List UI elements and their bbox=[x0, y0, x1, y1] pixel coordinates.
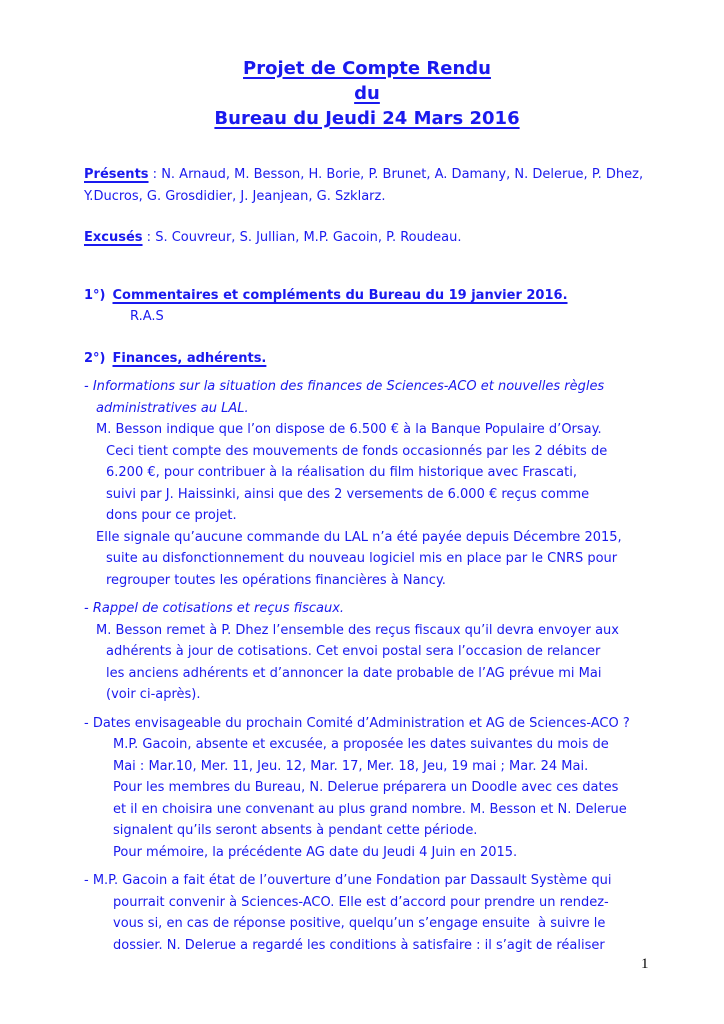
presents-line-1 bbox=[84, 164, 650, 186]
document-line: Elle signale qu’aucune commande du LAL n’a été payée depuis Décembre 2015, bbox=[96, 529, 622, 545]
document-line: regrouper toutes les opérations financières à Nancy. bbox=[106, 572, 446, 588]
section-1-title: Commentaires et compléments du Bureau du 19 janvier 2016. bbox=[112, 287, 568, 303]
excuses-paragraph bbox=[84, 227, 650, 249]
presents-separator: : bbox=[148, 167, 162, 182]
document-line: 6.200 €, pour contribuer à la réalisation du film historique avec Frascati, bbox=[106, 465, 577, 480]
document-line: - Dates envisageable du prochain Comité d’Administration et AG de Sciences-ACO ? bbox=[84, 715, 630, 731]
document-title bbox=[84, 56, 650, 131]
title-line-3 bbox=[84, 106, 650, 131]
document-line: M.P. Gacoin, absente et excusée, a proposée les dates suivantes du mois de bbox=[113, 737, 609, 752]
document-line: M. Besson indique que l’on dispose de 6.500 € à la Banque Populaire d’Orsay. bbox=[96, 422, 602, 437]
section-1-number: 1°) bbox=[84, 287, 106, 303]
section-1-note: R.A.S bbox=[130, 309, 164, 324]
paragraph bbox=[84, 870, 650, 956]
document-line: suivi par J. Haissinki, ainsi que des 2 versements de 6.000 € reçus comme bbox=[106, 486, 590, 502]
document-line: Ceci tient compte des mouvements de fonds occasionnés par les 2 débits de bbox=[106, 443, 608, 459]
title-line-1 bbox=[84, 56, 650, 81]
document-line: vous si, en cas de réponse positive, quelqu’un s’engage ensuite à suivre le bbox=[113, 916, 606, 931]
document-line: Pour mémoire, la précédente AG date du Jeudi 4 Juin en 2015. bbox=[113, 844, 518, 860]
presents-names-line-2: Y.Ducros, G. Grosdidier, J. Jeanjean, G. Szklarz. bbox=[84, 188, 386, 204]
document-line: dossier. N. Delerue a regardé les conditions à satisfaire : il s’agit de réaliser bbox=[113, 937, 605, 953]
title-line-2-text: du bbox=[354, 83, 380, 104]
section-1-heading bbox=[84, 285, 650, 307]
paragraph bbox=[84, 376, 650, 591]
document-line: (voir ci-après). bbox=[106, 687, 201, 702]
document-line: dons pour ce projet. bbox=[106, 508, 237, 523]
excuses-separator: : bbox=[142, 230, 156, 245]
section-2-number: 2°) bbox=[84, 350, 106, 366]
document-line: les anciens adhérents et d’annoncer la date probable de l’AG prévue mi Mai bbox=[106, 665, 602, 681]
excuses-names: S. Couvreur, S. Jullian, M.P. Gacoin, P. Roudeau. bbox=[155, 230, 462, 245]
document-line: signalent qu’ils seront absents à pendant cette période. bbox=[113, 823, 478, 838]
document-line: pourrait convenir à Sciences-ACO. Elle est d’accord pour prendre un rendez- bbox=[113, 894, 609, 910]
document-line: - Informations sur la situation des finances de Sciences-ACO et nouvelles règles bbox=[84, 379, 605, 394]
document-line: adhérents à jour de cotisations. Cet envoi postal sera l’occasion de relancer bbox=[106, 644, 601, 659]
title-line-2 bbox=[84, 81, 650, 106]
paragraph bbox=[84, 598, 650, 706]
excuses-line bbox=[84, 227, 650, 249]
document-line: et il en choisira une convenant au plus grand nombre. M. Besson et N. Delerue bbox=[113, 801, 627, 817]
presents-names-line-1: N. Arnaud, M. Besson, H. Borie, P. Brunet, A. Damany, N. Delerue, P. Dhez, bbox=[161, 167, 644, 182]
document-line: M. Besson remet à P. Dhez l’ensemble des reçus fiscaux qu’il devra envoyer aux bbox=[96, 622, 619, 638]
page-number: 1 bbox=[641, 956, 649, 972]
title-line-1-text: Projet de Compte Rendu bbox=[243, 58, 491, 79]
document-line: Mai : Mar.10, Mer. 11, Jeu. 12, Mar. 17, Mer. 18, Jeu, 19 mai ; Mar. 24 Mai. bbox=[113, 758, 589, 774]
document-body bbox=[84, 376, 650, 956]
document-line: - M.P. Gacoin a fait état de l’ouverture d’une Fondation par Dassault Système qui bbox=[84, 873, 612, 888]
document-line: - Rappel de cotisations et reçus fiscaux. bbox=[84, 601, 345, 616]
section-2-heading bbox=[84, 348, 650, 370]
excuses-label: Excusés bbox=[84, 230, 143, 245]
title-line-3-text: Bureau du Jeudi 24 Mars 2016 bbox=[214, 108, 520, 129]
presents-label: Présents bbox=[84, 167, 149, 182]
document-line: Pour les membres du Bureau, N. Delerue préparera un Doodle avec ces dates bbox=[113, 780, 619, 795]
presents-paragraph bbox=[84, 164, 650, 207]
section-2-title: Finances, adhérents. bbox=[112, 350, 267, 366]
paragraph bbox=[84, 713, 650, 864]
document-line: suite au disfonctionnement du nouveau logiciel mis en place par le CNRS pour bbox=[106, 551, 618, 566]
document-line: administratives au LAL. bbox=[96, 400, 249, 416]
